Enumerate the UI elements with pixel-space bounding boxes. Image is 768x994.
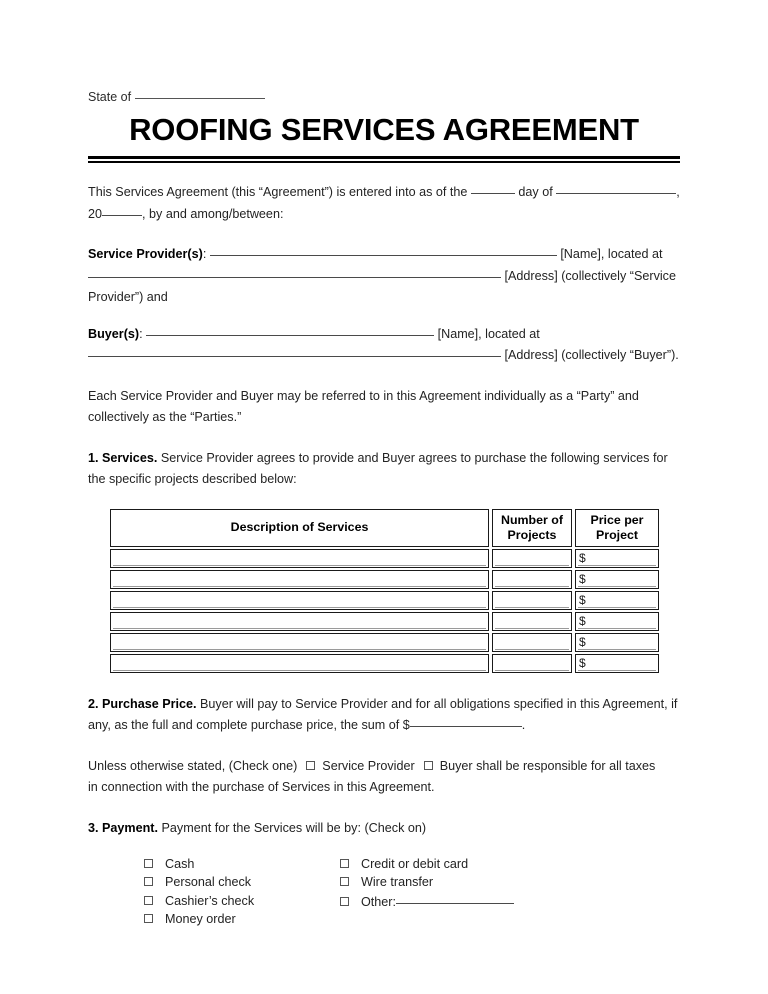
table-row xyxy=(110,570,659,589)
checkbox-cash[interactable] xyxy=(144,859,153,868)
buyer-colon: : xyxy=(139,326,143,341)
buyer-block xyxy=(88,324,680,367)
service-provider-label: Service Provider(s) xyxy=(88,247,203,261)
cell-description[interactable] xyxy=(110,612,489,631)
checkbox-credit-or-debit-card[interactable] xyxy=(340,859,349,868)
intro-text-part2: day of xyxy=(518,185,553,199)
table-row xyxy=(110,633,659,652)
payment-options-column-right xyxy=(340,855,640,929)
cell-price-per-project[interactable]: $ xyxy=(575,570,659,589)
buyer-address-blank[interactable] xyxy=(88,345,501,357)
column-header-description: Description of Services xyxy=(110,509,489,547)
services-table-header-row xyxy=(110,509,659,547)
taxes-line2: in connection with the purchase of Services in this Agreement. xyxy=(88,780,435,794)
section-2-text: Buyer will pay to Service Provider and for all obligations specified in this Agreement, if any, as the full and complete purchase price, the sum of $ xyxy=(88,696,678,732)
table-row xyxy=(110,612,659,631)
cell-price-per-project[interactable]: $ xyxy=(575,654,659,673)
table-row xyxy=(110,549,659,568)
intro-text-part5: , by and among/between: xyxy=(142,206,284,221)
buyer-address-tag: [Address] (collectively “Buyer”). xyxy=(504,348,679,362)
intro-text-part3: , xyxy=(676,185,680,199)
title-divider-rule xyxy=(88,156,680,163)
payment-option-label: Cash xyxy=(165,857,195,871)
service-provider-address-tail: Provider”) and xyxy=(88,290,168,304)
service-provider-address-tag: [Address] (collectively “Service xyxy=(504,268,676,283)
buyer-label: Buyer(s) xyxy=(88,326,140,341)
taxes-responsibility-paragraph xyxy=(88,756,680,799)
payment-option-money-order[interactable] xyxy=(144,910,340,928)
payment-option-other[interactable] xyxy=(340,892,640,911)
table-row xyxy=(110,591,659,610)
services-table xyxy=(110,509,659,673)
intro-day-blank[interactable] xyxy=(471,182,515,194)
section-3-payment xyxy=(88,818,680,840)
payment-option-cash[interactable] xyxy=(144,855,340,873)
parties-definition-line2: collectively as the “Parties.” xyxy=(88,410,242,424)
state-of-label: State of xyxy=(88,90,132,104)
service-provider-block xyxy=(88,244,680,309)
cell-number-of-projects[interactable] xyxy=(492,549,572,568)
payment-option-wire-transfer[interactable] xyxy=(340,873,640,891)
section-1-number: 1. Services. xyxy=(88,450,158,465)
agreement-intro-paragraph xyxy=(88,182,680,225)
payment-option-label: Money order xyxy=(165,912,236,927)
cell-number-of-projects[interactable] xyxy=(492,654,572,673)
cell-description[interactable] xyxy=(110,549,489,568)
column-header-price-per-project: Price per Project xyxy=(575,509,659,547)
cell-number-of-projects[interactable] xyxy=(492,633,572,652)
payment-option-personal-check[interactable] xyxy=(144,873,340,891)
cell-number-of-projects[interactable] xyxy=(492,612,572,631)
cell-number-of-projects[interactable] xyxy=(492,570,572,589)
payment-option-label: Other: xyxy=(361,894,396,909)
section-3-text: Payment for the Services will be by: (Check on) xyxy=(161,820,427,835)
payment-option-cashiers-check[interactable] xyxy=(144,892,340,910)
intro-year-blank[interactable] xyxy=(102,204,142,216)
purchase-price-blank[interactable] xyxy=(410,715,522,727)
cell-price-per-project[interactable]: $ xyxy=(575,549,659,568)
checkbox-taxes-buyer[interactable] xyxy=(424,761,433,770)
table-row xyxy=(110,654,659,673)
cell-description[interactable] xyxy=(110,654,489,673)
buyer-name-blank[interactable] xyxy=(146,324,434,336)
service-provider-address-blank[interactable] xyxy=(88,266,501,278)
section-2-purchase-price xyxy=(88,694,680,737)
cell-price-per-project[interactable]: $ xyxy=(575,591,659,610)
taxes-option-buyer: Buyer shall be responsible for all taxes xyxy=(439,758,656,773)
checkbox-cashiers-check[interactable] xyxy=(144,896,153,905)
checkbox-personal-check[interactable] xyxy=(144,877,153,886)
cell-description[interactable] xyxy=(110,633,489,652)
page-title: ROOFING SERVICES AGREEMENT xyxy=(129,112,639,147)
taxes-lead-text: Unless otherwise stated, (Check one) xyxy=(88,758,298,773)
section-3-number: 3. Payment. xyxy=(88,820,158,835)
cell-number-of-projects[interactable] xyxy=(492,591,572,610)
payment-option-credit-or-debit-card[interactable] xyxy=(340,855,640,873)
payment-option-label: Cashier’s check xyxy=(165,893,255,908)
state-of-line xyxy=(88,0,680,105)
payment-method-options xyxy=(144,855,680,929)
service-provider-colon: : xyxy=(202,247,207,261)
checkbox-wire-transfer[interactable] xyxy=(340,877,349,886)
section-1-services xyxy=(88,448,680,491)
section-1-text: Service Provider agrees to provide and Buyer agrees to purchase the following services for the specific projects described below: xyxy=(88,450,668,486)
payment-option-label: Credit or debit card xyxy=(361,857,469,871)
payment-other-blank[interactable] xyxy=(396,892,514,904)
payment-options-column-left xyxy=(144,855,340,929)
intro-text-part1: This Services Agreement (this “Agreement”) is entered into as of the xyxy=(88,185,468,199)
parties-definition-paragraph xyxy=(88,386,680,429)
checkbox-taxes-service-provider[interactable] xyxy=(306,761,315,770)
checkbox-other[interactable] xyxy=(340,897,349,906)
section-2-number: 2. Purchase Price. xyxy=(88,696,197,711)
cell-price-per-project[interactable]: $ xyxy=(575,612,659,631)
state-of-blank[interactable] xyxy=(135,98,265,99)
section-2-period: . xyxy=(521,718,526,732)
service-provider-name-blank[interactable] xyxy=(210,244,557,256)
cell-price-per-project[interactable]: $ xyxy=(575,633,659,652)
column-header-number-of-projects: Number of Projects xyxy=(492,509,572,547)
intro-year-prefix: 20 xyxy=(88,206,103,221)
intro-month-blank[interactable] xyxy=(556,182,676,194)
cell-description[interactable] xyxy=(110,591,489,610)
service-provider-name-tag: [Name], located at xyxy=(560,247,663,261)
payment-option-label: Personal check xyxy=(165,875,252,890)
buyer-name-tag: [Name], located at xyxy=(437,326,540,341)
cell-description[interactable] xyxy=(110,570,489,589)
parties-definition-line1: Each Service Provider and Buyer may be referred to in this Agreement individually as a “Party” and xyxy=(88,388,639,403)
checkbox-money-order[interactable] xyxy=(144,914,153,923)
payment-option-label: Wire transfer xyxy=(361,875,434,890)
taxes-option-service-provider: Service Provider xyxy=(322,758,415,773)
